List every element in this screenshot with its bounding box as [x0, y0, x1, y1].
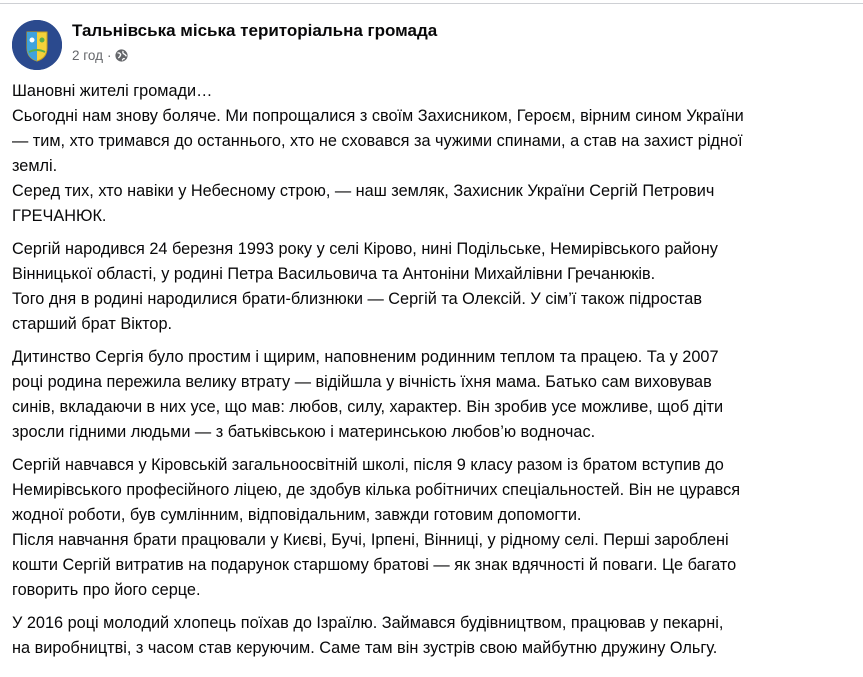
text-line: землі. — [12, 157, 58, 175]
text-line: говорить про його серце. — [12, 581, 201, 599]
paragraph — [12, 79, 860, 229]
text-line: кошти Сергій витратив на подарунок старшому братові — як знак вдячності й поваги. Це багато — [12, 556, 737, 574]
paragraph — [12, 611, 860, 661]
page-avatar[interactable] — [12, 20, 62, 70]
globe-icon[interactable] — [115, 49, 128, 62]
paragraph — [12, 237, 860, 337]
text-line: синів, вкладаючи в них усе, що мав: любов, силу, характер. Він зробив усе можливе, щоб діти — [12, 398, 724, 416]
text-line: Дитинство Сергія було простим і щирим, наповненим родинним теплом та працею. Та у 2007 — [12, 348, 719, 366]
paragraph — [12, 453, 860, 603]
text-line: зросли гідними людьми — з батьківською і материнською любов’ю водночас. — [12, 423, 596, 441]
separator: · — [106, 48, 112, 63]
text-line: ГРЕЧАНЮК. — [12, 207, 107, 225]
text-line: на виробництві, з часом став керуючим. Саме там він зустрів свою майбутню дружину Ольгу. — [12, 639, 718, 657]
text-line: році родина пережила велику втрату — відійшла у вічність їхня мама. Батько сам виховував — [12, 373, 712, 391]
text-line: Сергій народився 24 березня 1993 року у селі Кірово, нині Подільське, Немирівського району — [12, 240, 718, 258]
text-line: Немирівського професійного ліцею, де здобув кілька робітничих спеціальностей. Він не цурався — [12, 481, 741, 499]
post-meta — [72, 48, 128, 63]
text-line: — тим, хто тримався до останнього, хто не сховався за чужими спинами, а став на захист рідної — [12, 132, 743, 150]
coat-of-arms-icon — [12, 20, 62, 70]
text-line: Того дня в родині народилися брати-близнюки — Сергій та Олексій. У сім’ї також підростав — [12, 290, 702, 308]
text-line: старший брат Віктор. — [12, 315, 173, 333]
text-line: Серед тих, хто навіки у Небесному строю, — наш земляк, Захисник України Сергій Петрович — [12, 182, 715, 200]
author-name[interactable]: Тальнівська міська територіальна громада — [72, 21, 438, 40]
paragraph — [12, 345, 860, 445]
text-line: Сергій навчався у Кіровській загальноосвітній школі, після 9 класу разом із братом вступив до — [12, 456, 724, 474]
text-line: Вінницької області, у родині Петра Васильовича та Антоніни Михайлівни Гречанюків. — [12, 265, 656, 283]
text-line: Після навчання брати працювали у Києві, Бучі, Ірпені, Вінниці, у рідному селі. Перші зароблені — [12, 531, 729, 549]
text-line: У 2016 році молодий хлопець поїхав до Ізраїлю. Займався будівництвом, працював у пекарні, — [12, 614, 724, 632]
divider — [0, 3, 863, 4]
text-line: Шановні жителі громади… — [12, 82, 213, 100]
post-text — [12, 79, 860, 669]
post-time[interactable]: 2 год — [72, 48, 103, 63]
text-line: Сьогодні нам знову боляче. Ми попрощалися з своїм Захисником, Героєм, вірним сином України — [12, 107, 744, 125]
text-line: жодної роботи, був сумлінним, відповідальним, завжди готовим допомогти. — [12, 506, 582, 524]
